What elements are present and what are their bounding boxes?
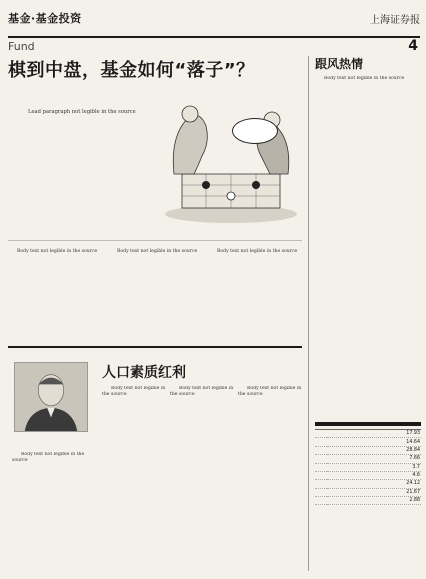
main-article-body <box>8 240 302 343</box>
table-row <box>315 430 421 438</box>
table-value: 3.7 <box>327 463 421 471</box>
table-row <box>315 463 421 471</box>
table-label <box>315 446 327 454</box>
table-row <box>315 480 421 488</box>
table-value: 2.88 <box>327 497 421 505</box>
main-column <box>8 247 102 343</box>
lower-column: Body text not legible in the source <box>170 386 234 398</box>
page-number: 4 <box>408 38 418 54</box>
main-lead: Lead paragraph not legible in the source <box>28 109 136 115</box>
table-row <box>315 497 421 505</box>
table-value: 17.93 <box>327 430 421 438</box>
main-feature-header <box>8 56 302 82</box>
right-headline: 跟风热情 <box>315 57 364 71</box>
table-label <box>315 455 327 463</box>
lower-headline: 人口素质红利 <box>102 365 186 381</box>
masthead <box>8 6 420 38</box>
data-table <box>315 422 421 505</box>
lower-left-body: Body text not legible in the source <box>12 452 85 464</box>
main-column <box>208 247 302 343</box>
table-row <box>315 446 421 454</box>
table-label <box>315 497 327 505</box>
main-column <box>108 247 202 343</box>
section-title: 基金·基金投资 <box>8 12 82 25</box>
table-label <box>315 463 327 471</box>
table-value: 14.64 <box>327 438 421 446</box>
table-value: 21.67 <box>327 488 421 496</box>
paper-name: 上海证券报 <box>370 15 420 26</box>
columnist-portrait <box>14 362 88 432</box>
right-body: Body text not legible in the source <box>324 76 405 81</box>
table-label <box>315 488 327 496</box>
table-label <box>315 480 327 488</box>
lower-article-body <box>102 386 302 570</box>
table-value: 7.66 <box>327 455 421 463</box>
table-row <box>315 455 421 463</box>
table-row <box>315 471 421 479</box>
main-headline: 棋到中盘，基金如何“落子”？ <box>8 60 255 81</box>
table-row <box>315 488 421 496</box>
chess-illustration <box>160 96 302 226</box>
table-value: 28.84 <box>327 446 421 454</box>
speech-bubble <box>232 118 278 144</box>
table-label <box>315 471 327 479</box>
table-label <box>315 430 327 438</box>
lower-column: Body text not legible in the source <box>238 386 302 398</box>
body-paragraph: Body text not legible in the source <box>117 249 198 254</box>
english-section-tag: Fund <box>8 40 35 53</box>
body-paragraph: Body text not legible in the source <box>217 249 298 254</box>
right-column <box>308 56 420 571</box>
lower-feature <box>8 346 302 571</box>
table-value: 24.12 <box>327 480 421 488</box>
body-paragraph: Body text not legible in the source <box>17 249 98 254</box>
table-value: 4.6 <box>327 471 421 479</box>
table-label <box>315 438 327 446</box>
table-row <box>315 438 421 446</box>
lower-column: Body text not legible in the source <box>102 386 166 398</box>
